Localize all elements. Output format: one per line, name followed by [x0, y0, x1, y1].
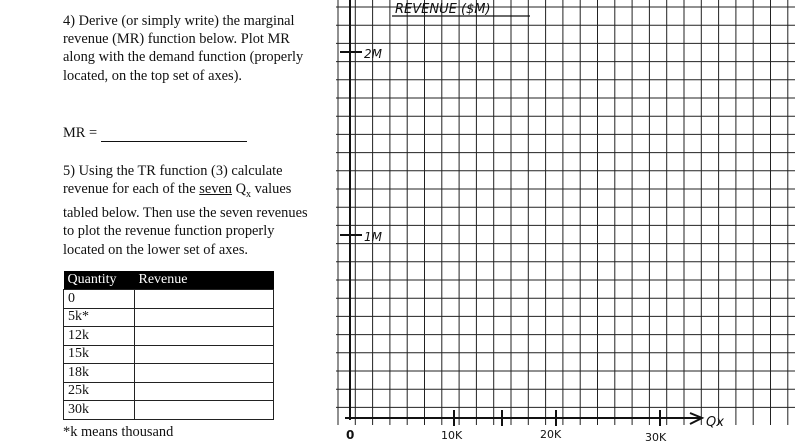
quantity-cell: 15k	[64, 345, 135, 364]
question-4-text: Derive (or simply write) the marginal revenue (MR) function below. Plot MR along with the demand function (properly located, on the top set of axes).	[63, 13, 304, 84]
question-5-text-c: values tabled below. Then use the seven revenues to plot the revenue function properly located on the lower set of axes.	[63, 181, 308, 258]
y-label-2m: 2M	[364, 47, 382, 61]
hand-drawn-axes	[340, 0, 702, 426]
header-quantity: Quantity	[64, 271, 135, 290]
x-label-10k: 10K	[441, 429, 463, 442]
graph-labels	[346, 2, 724, 444]
graph-title: REVENUE ($M)	[395, 2, 491, 17]
question-5-number: 5)	[63, 163, 75, 179]
seven-underlined: seven	[199, 181, 232, 198]
x-axis-label: Qx	[706, 415, 724, 430]
y-label-1m: 1M	[364, 230, 382, 244]
quantity-cell: 25k	[64, 382, 135, 401]
question-5-text-b: Q	[232, 181, 246, 198]
quantity-cell: 18k	[64, 364, 135, 383]
question-5-text-a: Using the TR function (3) calculate revenue for each of the	[63, 163, 283, 198]
quantity-cell: 12k	[64, 327, 135, 346]
subscript-x: x	[246, 189, 251, 201]
quantity-cell: 0	[64, 290, 135, 309]
question-4-number: 4)	[63, 13, 75, 29]
header-revenue: Revenue	[135, 271, 274, 290]
x-label-20k: 20K	[540, 428, 562, 441]
quantity-cell: 30k	[64, 401, 135, 420]
footnote: *k means thousand	[63, 424, 174, 440]
mr-label: MR =	[63, 125, 98, 141]
x-label-0: 0	[346, 428, 355, 442]
grid-horizontal-lines	[336, 7, 795, 407]
quantity-cell: 5k*	[64, 308, 135, 327]
grid-vertical-lines	[338, 0, 788, 425]
x-label-30k: 30K	[645, 431, 667, 444]
